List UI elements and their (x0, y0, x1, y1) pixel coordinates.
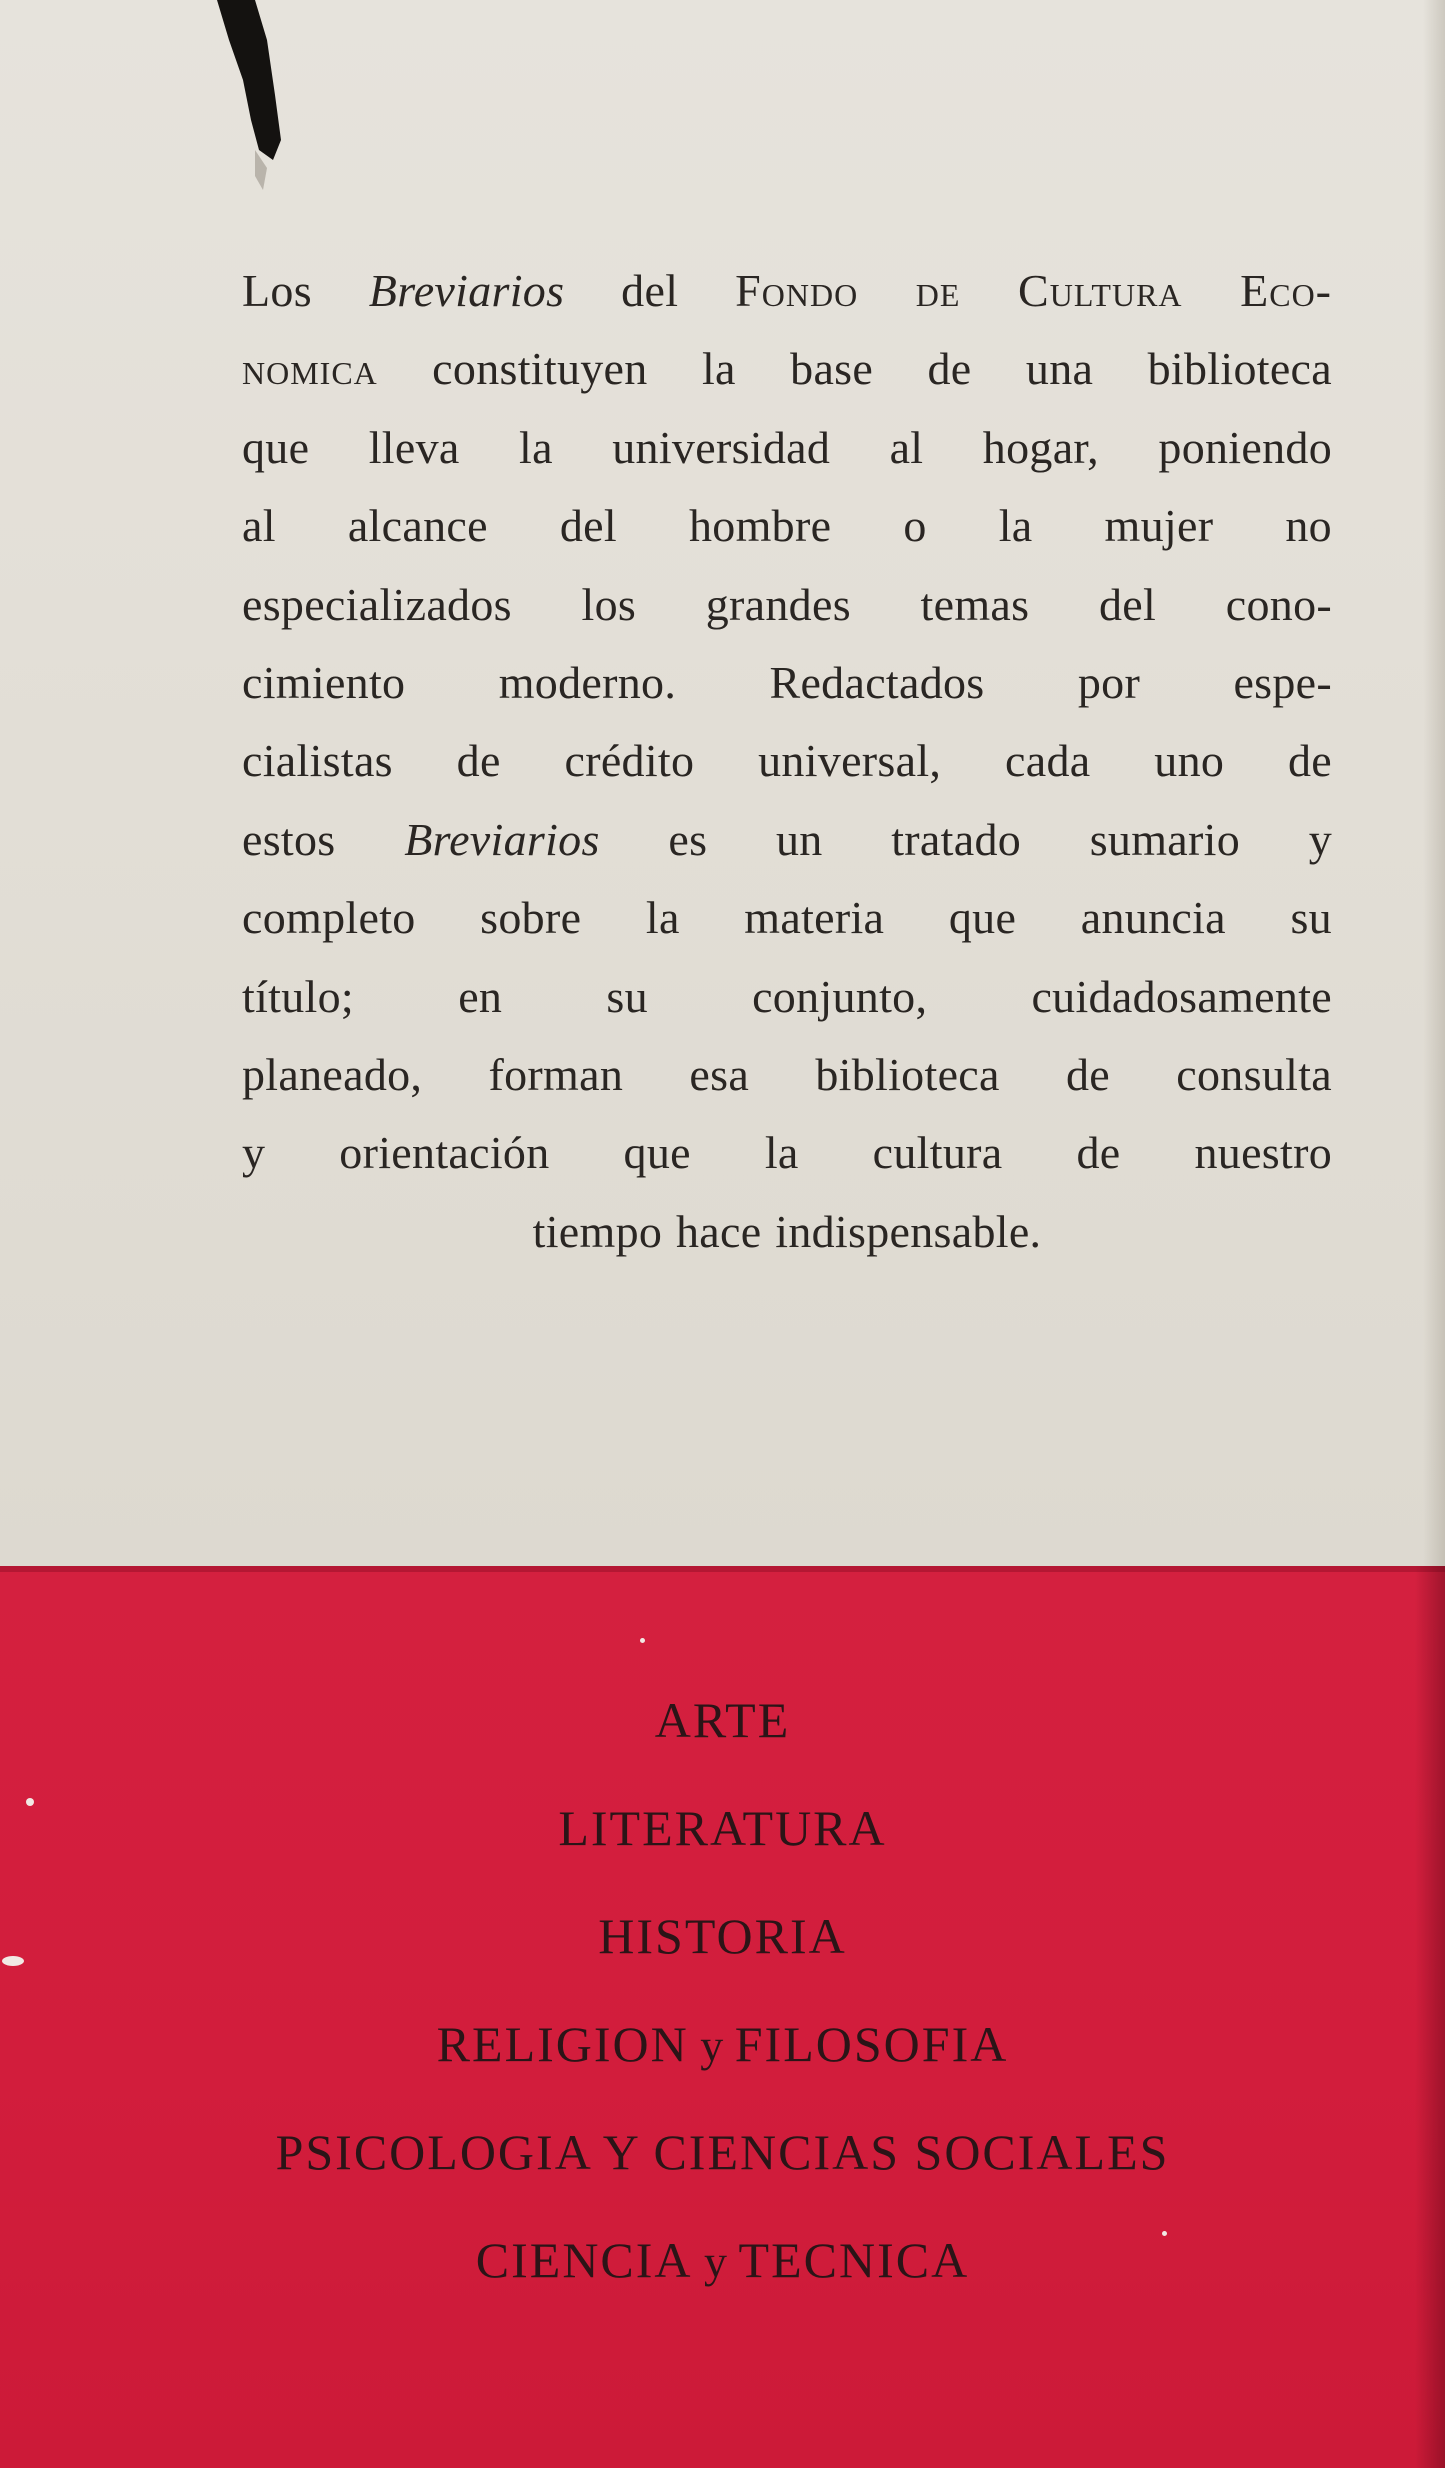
text-run: Los (242, 265, 369, 316)
text-run: completo sobre la materia que anuncia su (242, 892, 1332, 944)
blurb-line (242, 722, 1332, 800)
text-run: CIENCIA (475, 2232, 693, 2288)
subject-ciencia-tecnica (0, 2206, 1445, 2314)
paper-speck (2, 1956, 24, 1966)
blurb-line (242, 330, 1332, 408)
blurb-line (242, 487, 1332, 565)
text-run: cimiento moderno. Redactados por espe- (242, 657, 1332, 709)
text-run: título; en su conjunto, cuidadosamente (242, 970, 1332, 1022)
subject-list (0, 1666, 1445, 2314)
series-description (242, 252, 1332, 1271)
text-run: al alcance del hombre o la mujer no (242, 500, 1332, 552)
text-run: RELIGION (436, 2016, 689, 2072)
text-run: estos (242, 813, 405, 865)
text-run: Fondo de Cultura Eco- (735, 265, 1332, 316)
subject-psicologia-ciencias-sociales (0, 2098, 1445, 2206)
text-run: planeado, forman esa biblioteca de consulta (242, 1049, 1332, 1101)
subject-religion-filosofia (0, 1990, 1445, 2098)
blurb-line (242, 566, 1332, 644)
blurb-line (242, 644, 1332, 722)
paper-speck (640, 1638, 645, 1643)
blurb-line (242, 409, 1332, 487)
text-run: ARTE (654, 1692, 791, 1748)
ink-tear-mark (215, 0, 285, 190)
text-run: que lleva la universidad al hogar, poniendo (242, 421, 1332, 473)
blurb-line (242, 1193, 1332, 1271)
text-run: del (564, 265, 736, 316)
text-run: FILOSOFIA (734, 2016, 1009, 2072)
paper-speck (26, 1798, 34, 1806)
text-run: LITERATURA (558, 1800, 887, 1856)
series-title-italic: Breviarios (368, 265, 565, 316)
blurb-line (242, 1114, 1332, 1192)
blurb-line (242, 1036, 1332, 1114)
text-run: es un tratado sumario y (599, 813, 1332, 865)
blurb-line (242, 958, 1332, 1036)
text-run: y (692, 2236, 739, 2287)
blurb-line (242, 252, 1332, 330)
text-run: tiempo hace indispensable. (532, 1205, 1042, 1257)
text-run: TECNICA (738, 2232, 970, 2288)
text-run: cialistas de crédito universal, cada uno de (242, 735, 1332, 787)
text-run: HISTORIA (598, 1908, 847, 1964)
subject-historia (0, 1882, 1445, 1990)
red-subject-band (0, 1566, 1445, 2468)
text-run: especializados los grandes temas del cono- (242, 578, 1332, 630)
text-run: PSICOLOGIA Y CIENCIAS SOCIALES (275, 2124, 1170, 2180)
text-run: constituyen la base de una biblioteca (377, 343, 1332, 395)
paper-speck (1162, 2231, 1167, 2236)
text-run: y orientación que la cultura de nuestro (242, 1127, 1332, 1179)
subject-literatura (0, 1774, 1445, 1882)
text-run: y (688, 2020, 735, 2071)
series-title-italic: Breviarios (404, 813, 600, 865)
blurb-line (242, 801, 1332, 879)
subject-arte (0, 1666, 1445, 1774)
text-run: nomica (242, 343, 378, 395)
blurb-line (242, 879, 1332, 957)
